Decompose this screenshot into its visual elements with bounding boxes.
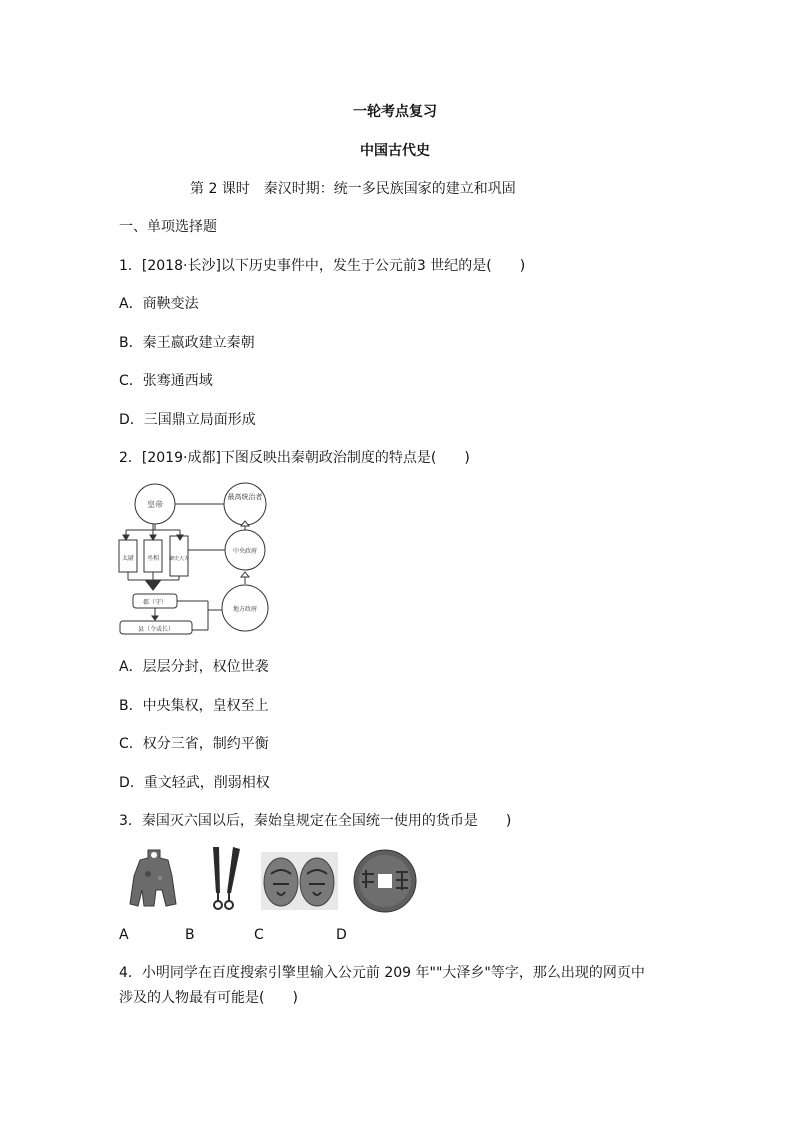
- qin-government-diagram: [118, 480, 273, 640]
- emperor-label: 皇帝: [147, 500, 163, 509]
- supreme-ruler-node: [224, 483, 266, 525]
- q1-option-d: D．三国鼎立局面形成: [119, 412, 256, 428]
- question-3-stem: 3．秦国灭六国以后，秦始皇规定在全国统一使用的货币是 ): [119, 813, 512, 829]
- q3-label-d: D: [336, 927, 347, 943]
- q3-label-c: C: [254, 927, 264, 943]
- local-gov-label: 地方政府: [232, 606, 258, 613]
- spade-coin-image: [128, 848, 180, 910]
- lesson-title: 第 2 课时 秦汉时期：统一多民族国家的建立和巩固: [190, 181, 516, 197]
- knife-coin-image: [203, 845, 243, 913]
- taiwei-label: 太尉: [121, 555, 135, 562]
- question-4-stem-line2: 涉及的人物最有可能是( ): [119, 990, 298, 1006]
- q2-option-b: B．中央集权，皇权至上: [119, 698, 269, 714]
- page-title: 一轮考点复习: [353, 104, 437, 120]
- supreme-ruler-label: 最高统治者: [227, 493, 263, 501]
- chengxiang-label: 丞相: [146, 555, 160, 562]
- question-2-stem: 2．[2019·成都]下图反映出秦朝政治制度的特点是( ): [119, 450, 470, 466]
- section-heading: 一、单项选择题: [119, 219, 217, 235]
- question-4-stem-line1: 4．小明同学在百度搜索引擎里输入公元前 209 年""大泽乡"等字，那么出现的网页中: [119, 965, 645, 981]
- yushidafu-label: 御史大夫: [168, 556, 190, 562]
- q1-option-a: A．商鞅变法: [119, 296, 199, 312]
- q2-option-d: D．重文轻武，削弱相权: [119, 775, 270, 791]
- page-subtitle: 中国古代史: [360, 143, 430, 159]
- ant-nose-coin-image: [261, 852, 338, 910]
- central-gov-label: 中央政府: [232, 548, 258, 555]
- question-1-stem: 1．[2018·长沙]以下历史事件中，发生于公元前3 世纪的是( ): [119, 258, 526, 274]
- xian-label: 县（令或长）: [137, 626, 175, 633]
- jun-label: 郡（守）: [142, 599, 168, 606]
- q3-label-a: A: [119, 927, 129, 943]
- q1-option-b: B．秦王嬴政建立秦朝: [119, 335, 255, 351]
- q2-option-a: A．层层分封，权位世袭: [119, 659, 269, 675]
- q1-option-c: C．张骞通西域: [119, 373, 213, 389]
- q2-option-c: C．权分三省，制约平衡: [119, 736, 269, 752]
- q3-label-b: B: [185, 927, 195, 943]
- banliang-coin-image: [352, 848, 418, 914]
